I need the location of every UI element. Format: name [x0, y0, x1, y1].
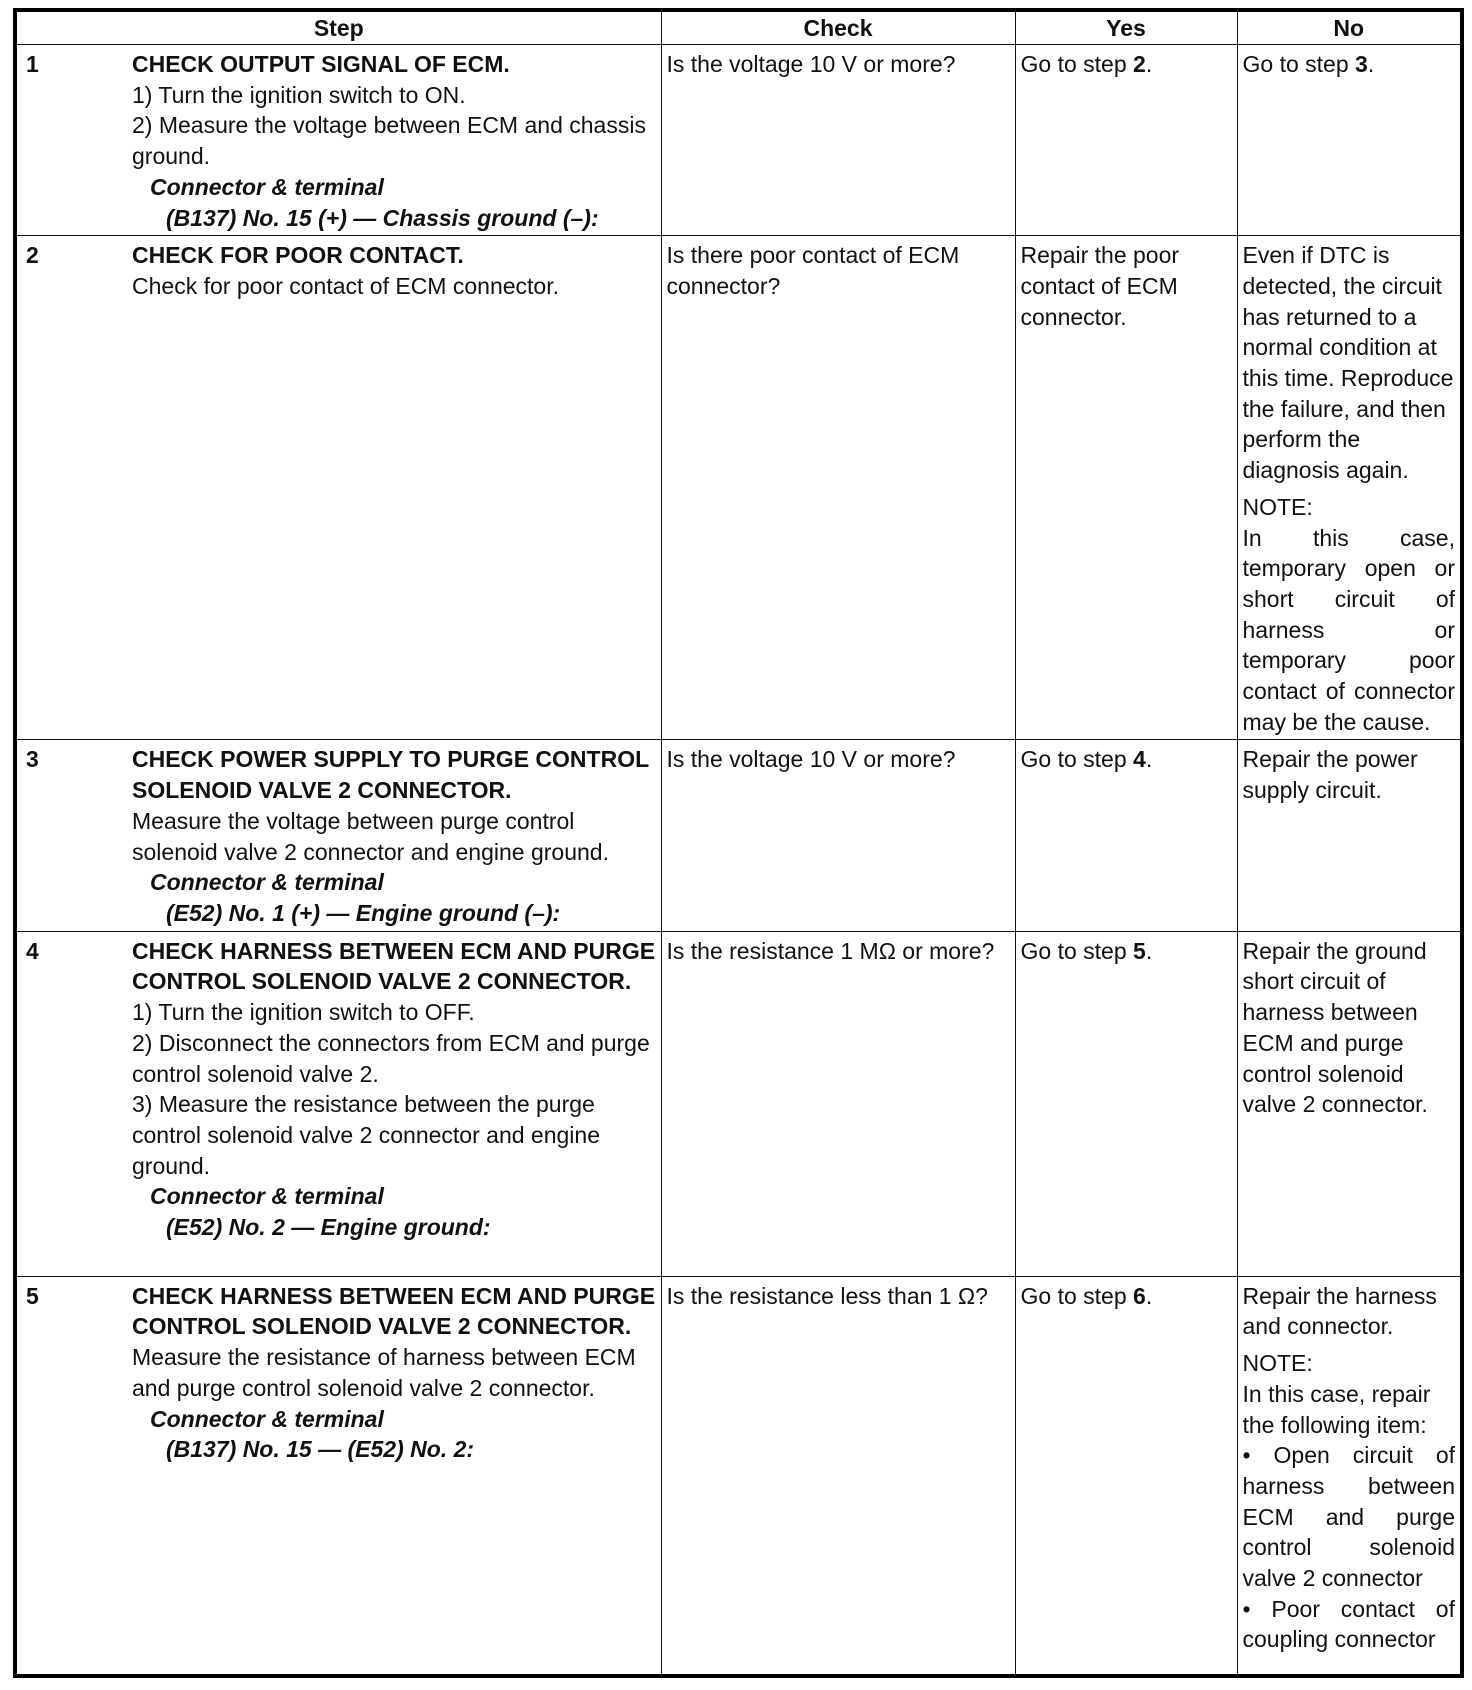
yes-text: Go to step [1020, 51, 1134, 77]
note-label: NOTE: [1242, 493, 1313, 520]
connector-label: Connector & terminal [150, 173, 384, 200]
table-row [15, 236, 1462, 740]
step-instruction: 3) Measure the resistance between the purge control solenoid valve 2 connector and engine ground. [132, 1091, 600, 1179]
no-cell: Repair the ground short circuit of harness between ECM and purge control solenoid valve 2 connector. [1237, 931, 1462, 1276]
step-body [132, 744, 656, 928]
step-cell [15, 1276, 661, 1676]
note-bullet: • Open circuit of harness between ECM and purge control solenoid valve 2 connector [1242, 1442, 1455, 1592]
step-body [132, 49, 656, 233]
step-instruction: 2) Disconnect the connectors from ECM and purge control solenoid valve 2. [132, 1029, 650, 1087]
step-title: CHECK HARNESS BETWEEN ECM AND PURGE CONTROL SOLENOID VALVE 2 CONNECTOR. [132, 937, 656, 995]
step-title: CHECK HARNESS BETWEEN ECM AND PURGE CONTROL SOLENOID VALVE 2 CONNECTOR. [132, 1282, 656, 1340]
no-cell [1237, 45, 1462, 236]
step-body [132, 1281, 656, 1465]
header-step: Step [15, 10, 661, 45]
table-row [15, 931, 1462, 1276]
yes-step-link: 5 [1133, 937, 1146, 964]
connector-terminal: (B137) No. 15 — (E52) No. 2: [166, 1436, 475, 1463]
step-instruction: Measure the resistance of harness between ECM and purge control solenoid valve 2 connector. [132, 1344, 636, 1401]
connector-label: Connector & terminal [150, 1183, 384, 1210]
yes-cell [1015, 931, 1237, 1276]
step-number: 5 [26, 1282, 39, 1309]
no-cell [1237, 236, 1462, 740]
yes-suffix: . [1145, 1282, 1153, 1309]
step-number: 2 [26, 242, 39, 269]
step-number: 3 [26, 746, 39, 773]
step-cell [15, 931, 661, 1276]
note-label: NOTE: [1242, 1350, 1313, 1377]
connector-terminal: (B137) No. 15 (+) — Chassis ground (–): [166, 204, 599, 231]
yes-step-link: 6 [1133, 1282, 1146, 1309]
header-no: No [1237, 10, 1462, 45]
step-instruction: Measure the voltage between purge control solenoid valve 2 connector and engine ground. [132, 807, 609, 865]
connector-terminal: (E52) No. 2 — Engine ground: [166, 1214, 491, 1241]
diagnostic-table-wrapper [13, 8, 1460, 1678]
check-cell: Is the resistance 1 MΩ or more? [661, 931, 1015, 1276]
no-cell [1237, 1276, 1462, 1676]
step-instruction: 1) Turn the ignition switch to OFF. [132, 999, 475, 1026]
note-bullet: • Poor contact of coupling connector [1242, 1595, 1455, 1653]
header-row [15, 10, 1462, 45]
yes-text: Go to step [1020, 746, 1134, 773]
yes-text: Go to step [1020, 1282, 1134, 1309]
connector-label: Connector & terminal [150, 1405, 384, 1432]
no-suffix: . [1367, 51, 1375, 77]
step-cell [15, 236, 661, 740]
step-instruction: 1) Turn the ignition switch to ON. [132, 81, 466, 108]
step-cell [15, 740, 661, 931]
table-row [15, 45, 1462, 236]
yes-step-link: 4 [1133, 746, 1146, 773]
yes-step-link: 2 [1133, 51, 1146, 77]
diagnostic-table [13, 8, 1464, 1678]
step-body [132, 240, 656, 301]
check-cell: Is the voltage 10 V or more? [661, 740, 1015, 931]
yes-suffix: . [1145, 51, 1153, 77]
no-text: Repair the harness and connector. [1242, 1282, 1437, 1340]
step-number: 4 [26, 937, 39, 964]
header-check: Check [661, 10, 1015, 45]
connector-label: Connector & terminal [150, 869, 384, 896]
step-instruction: Check for poor contact of ECM connector. [132, 272, 559, 299]
no-text: Even if DTC is detected, the circuit has returned to a normal condition at this time. Reproduce the failure, and then perform the diagnosis again. [1242, 242, 1454, 484]
yes-cell [1015, 1276, 1237, 1676]
step-instruction: 2) Measure the voltage between ECM and chassis ground. [132, 112, 646, 170]
table-row [15, 740, 1462, 931]
no-cell: Repair the power supply circuit. [1237, 740, 1462, 931]
yes-suffix: . [1145, 937, 1153, 964]
step-body [132, 936, 656, 1243]
step-cell [15, 45, 661, 236]
check-cell: Is the resistance less than 1 Ω? [661, 1276, 1015, 1676]
step-number: 1 [26, 51, 39, 77]
yes-cell: Repair the poor contact of ECM connector. [1015, 236, 1237, 740]
yes-text: Go to step [1020, 937, 1134, 964]
yes-cell [1015, 45, 1237, 236]
connector-terminal: (E52) No. 1 (+) — Engine ground (–): [166, 899, 561, 926]
header-yes: Yes [1015, 10, 1237, 45]
no-step-link: 3 [1355, 51, 1368, 77]
step-title: CHECK FOR POOR CONTACT. [132, 242, 464, 269]
check-cell: Is the voltage 10 V or more? [661, 45, 1015, 236]
table-row [15, 1276, 1462, 1676]
yes-suffix: . [1145, 746, 1153, 773]
step-title: CHECK POWER SUPPLY TO PURGE CONTROL SOLENOID VALVE 2 CONNECTOR. [132, 746, 649, 804]
check-cell: Is there poor contact of ECM connector? [661, 236, 1015, 740]
no-text: Go to step [1242, 51, 1356, 77]
note-text: In this case, temporary open or short circuit of harness or temporary poor contact of connector may be the cause. [1242, 524, 1455, 735]
note-text: In this case, repair the following item: [1242, 1380, 1431, 1438]
step-title: CHECK OUTPUT SIGNAL OF ECM. [132, 51, 510, 77]
yes-cell [1015, 740, 1237, 931]
